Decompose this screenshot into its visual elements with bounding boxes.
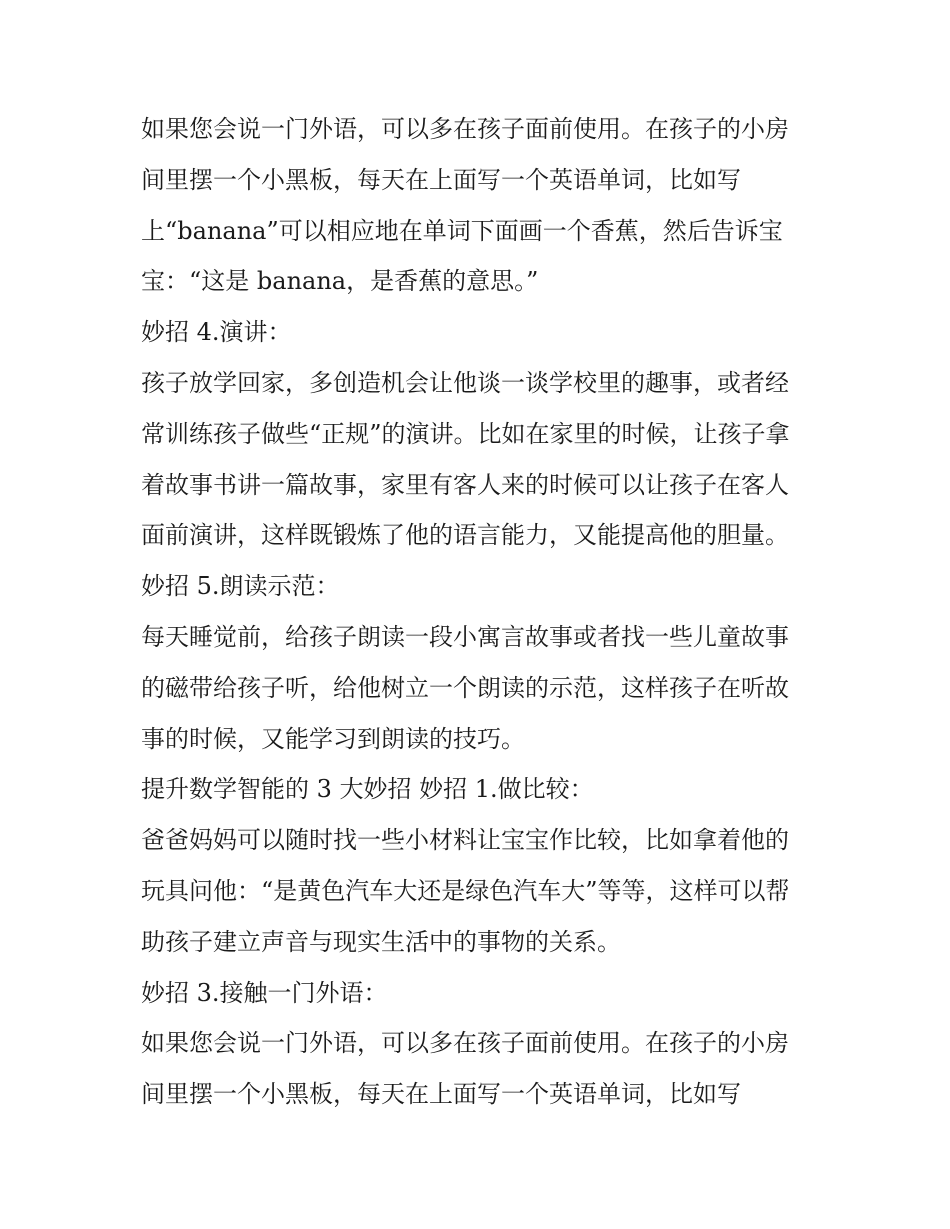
paragraph-line: 玩具问他：“是黄色汽车大还是绿色汽车大”等等，这样可以帮 xyxy=(141,876,790,905)
body-text xyxy=(141,104,821,1120)
paragraph-line: 如果您会说一门外语，可以多在孩子面前使用。在孩子的小房 xyxy=(141,1029,789,1058)
paragraph-line: 间里摆一个小黑板，每天在上面写一个英语单词，比如写 xyxy=(141,165,741,194)
paragraph-line: 助孩子建立声音与现实生活中的事物的关系。 xyxy=(141,927,621,956)
paragraph-line: 间里摆一个小黑板，每天在上面写一个英语单词，比如写 xyxy=(141,1080,741,1109)
paragraph-line: 孩子放学回家，多创造机会让他谈一谈学校里的趣事，或者经 xyxy=(141,368,789,397)
paragraph-line: 宝：“这是 banana，是香蕉的意思。” xyxy=(141,267,539,296)
section-heading: 妙招 3.接触一门外语： xyxy=(141,978,388,1007)
paragraph-line: 每天睡觉前，给孩子朗读一段小寓言故事或者找一些儿童故事 xyxy=(141,622,789,651)
paragraph-line: 面前演讲，这样既锻炼了他的语言能力，又能提高他的胆量。 xyxy=(141,521,789,550)
paragraph-line: 如果您会说一门外语，可以多在孩子面前使用。在孩子的小房 xyxy=(141,115,789,143)
paragraph-line: 爸爸妈妈可以随时找一些小材料让宝宝作比较，比如拿着他的 xyxy=(141,826,789,855)
paragraph-line: 常训练孩子做些“正规”的演讲。比如在家里的时候，让孩子拿 xyxy=(141,419,790,448)
paragraph-line: 着故事书讲一篇故事，家里有客人来的时候可以让孩子在客人 xyxy=(141,470,789,499)
section-heading: 提升数学智能的 3 大妙招 妙招 1.做比较： xyxy=(141,775,594,804)
paragraph-line: 上“banana”可以相应地在单词下面画一个香蕉，然后告诉宝 xyxy=(141,216,783,245)
section-heading: 妙招 5.朗读示范： xyxy=(141,572,340,601)
section-heading: 妙招 4.演讲： xyxy=(141,318,292,347)
paragraph-line: 的磁带给孩子听，给他树立一个朗读的示范，这样孩子在听故 xyxy=(141,673,789,702)
paragraph-line: 事的时候，又能学习到朗读的技巧。 xyxy=(141,724,525,753)
